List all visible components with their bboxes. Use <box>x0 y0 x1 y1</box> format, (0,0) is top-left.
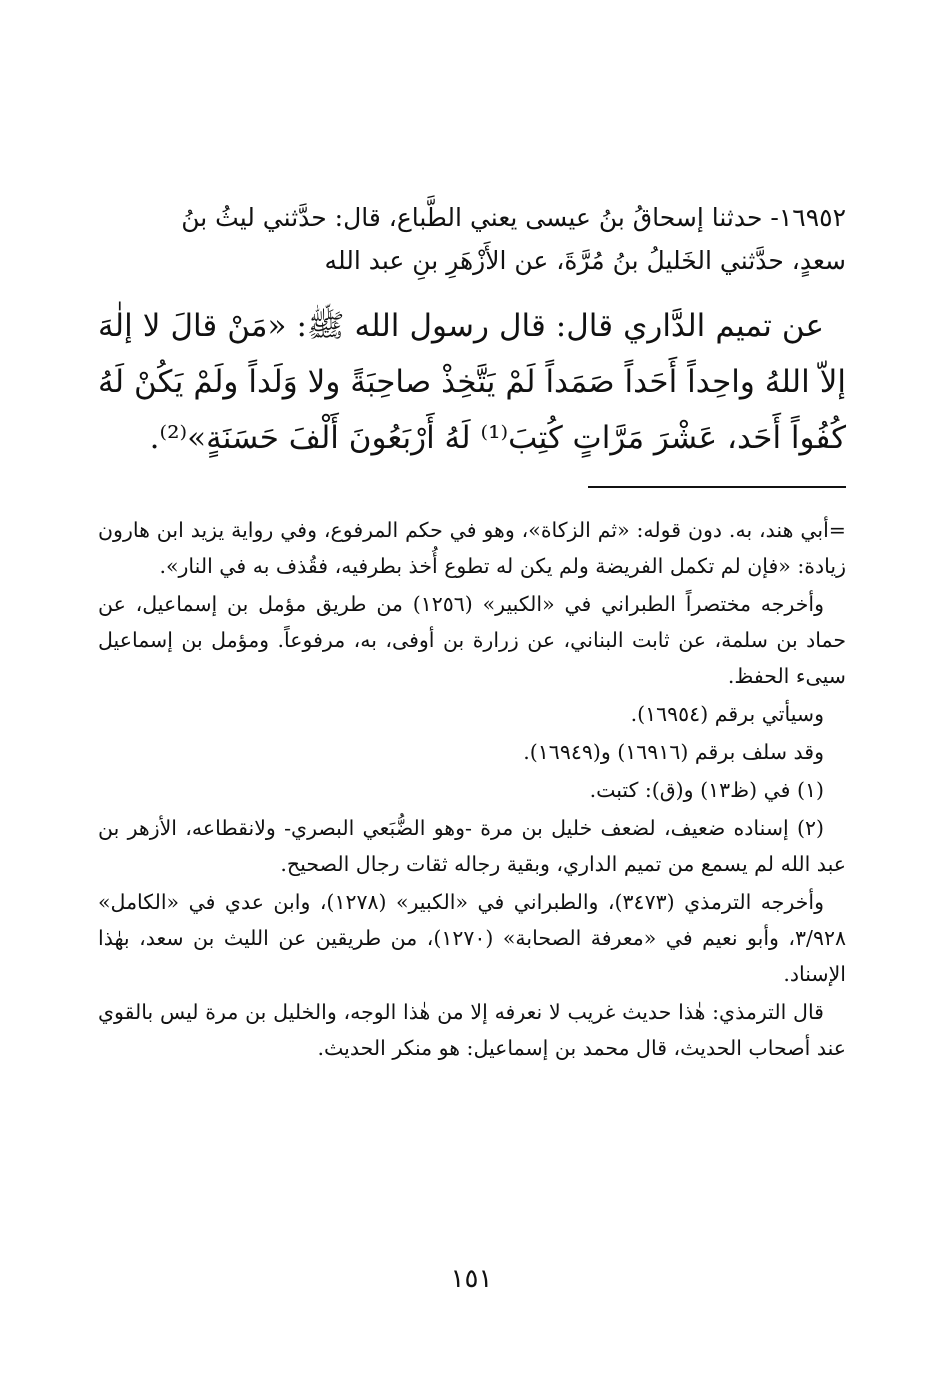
footnote-paragraph: وسيأتي برقم (١٦٩٥٤). <box>630 702 824 726</box>
footnote-paragraph: وأخرجه مختصراً الطبراني في «الكبير» (١٢٥٦) من طريق مؤمل بن إسماعيل، عن حماد بن سلمة، عن ثابت البناني، عن زرارة بن أوفى، به، مرفوعاً. ومؤمل بن إسماعيل سيىء الحفظ. <box>98 592 846 688</box>
isnad-line-1: ١٦٩٥٢- حدثنا إسحاقُ بنُ عيسى يعني الطَّباع، قال: حدَّثني ليثُ بنُ <box>181 203 846 232</box>
footnote-1: (١) في (ظ١٣) و(ق): كتبت. <box>589 778 824 802</box>
hadith-matn: عن تميم الدَّاري قال: قال رسول الله ﷺ: «مَنْ قالَ لا إلٰهَ إلاّ اللهُ واحِداً أَحَداً صَمَداً لَمْ يَتَّخِذْ صاحِبَةً ولا وَلَداً ولَمْ يَكُنْ لَهُ كُفُواً أَحَد، عَشْرَ مَرَّاتٍ كُتِبَ⁽¹⁾ لَهُ أَرْبَعُونَ أَلْفَ حَسَنَةٍ»⁽²⁾. <box>98 308 846 456</box>
footnote-paragraph: وأخرجه الترمذي (٣٤٧٣)، والطبراني في «الكبير» (١٢٧٨)، وابن عدي في «الكامل» ٣/٩٢٨، وأبو نعيم في «معرفة الصحابة» (١٢٧٠)، من طريقين عن الليث بن سعد، بهٰذا الإسناد. <box>98 890 846 986</box>
isnad-line-2: سعدٍ، حدَّثني الخَليلُ بنُ مُرَّةَ، عن الأَزْهَرِ بنِ عبد الله <box>324 246 846 275</box>
hadith-isnad <box>98 196 846 282</box>
footnote-2: (٢) إسناده ضعيف، لضعف خليل بن مرة -وهو الضُّبَعي البصري- ولانقطاعه، الأزهر بن عبد الله لم يسمع من تميم الداري، وبقية رجاله ثقات رجال الصحيح. <box>98 816 846 876</box>
footnote-paragraph: وقد سلف برقم (١٦٩١٦) و(١٦٩٤٩). <box>523 740 824 764</box>
footnote-separator <box>588 486 846 488</box>
page-number: ١٥١ <box>450 1264 493 1294</box>
footnote-paragraph: قال الترمذي: هٰذا حديث غريب لا نعرفه إلا من هٰذا الوجه، والخليل بن مرة ليس بالقوي عند أصحاب الحديث، قال محمد بن إسماعيل: هو منكر الحديث. <box>98 1000 846 1060</box>
footnotes <box>98 512 846 1068</box>
footnote-continuation: =أبي هند، به. دون قوله: «ثم الزكاة»، وهو في حكم المرفوع، وفي رواية يزيد ابن هارون زيادة: «فإن لم تكمل الفريضة ولم يكن له تطوع أُخذ بطرفيه، فقُذف به في النار». <box>98 518 846 578</box>
